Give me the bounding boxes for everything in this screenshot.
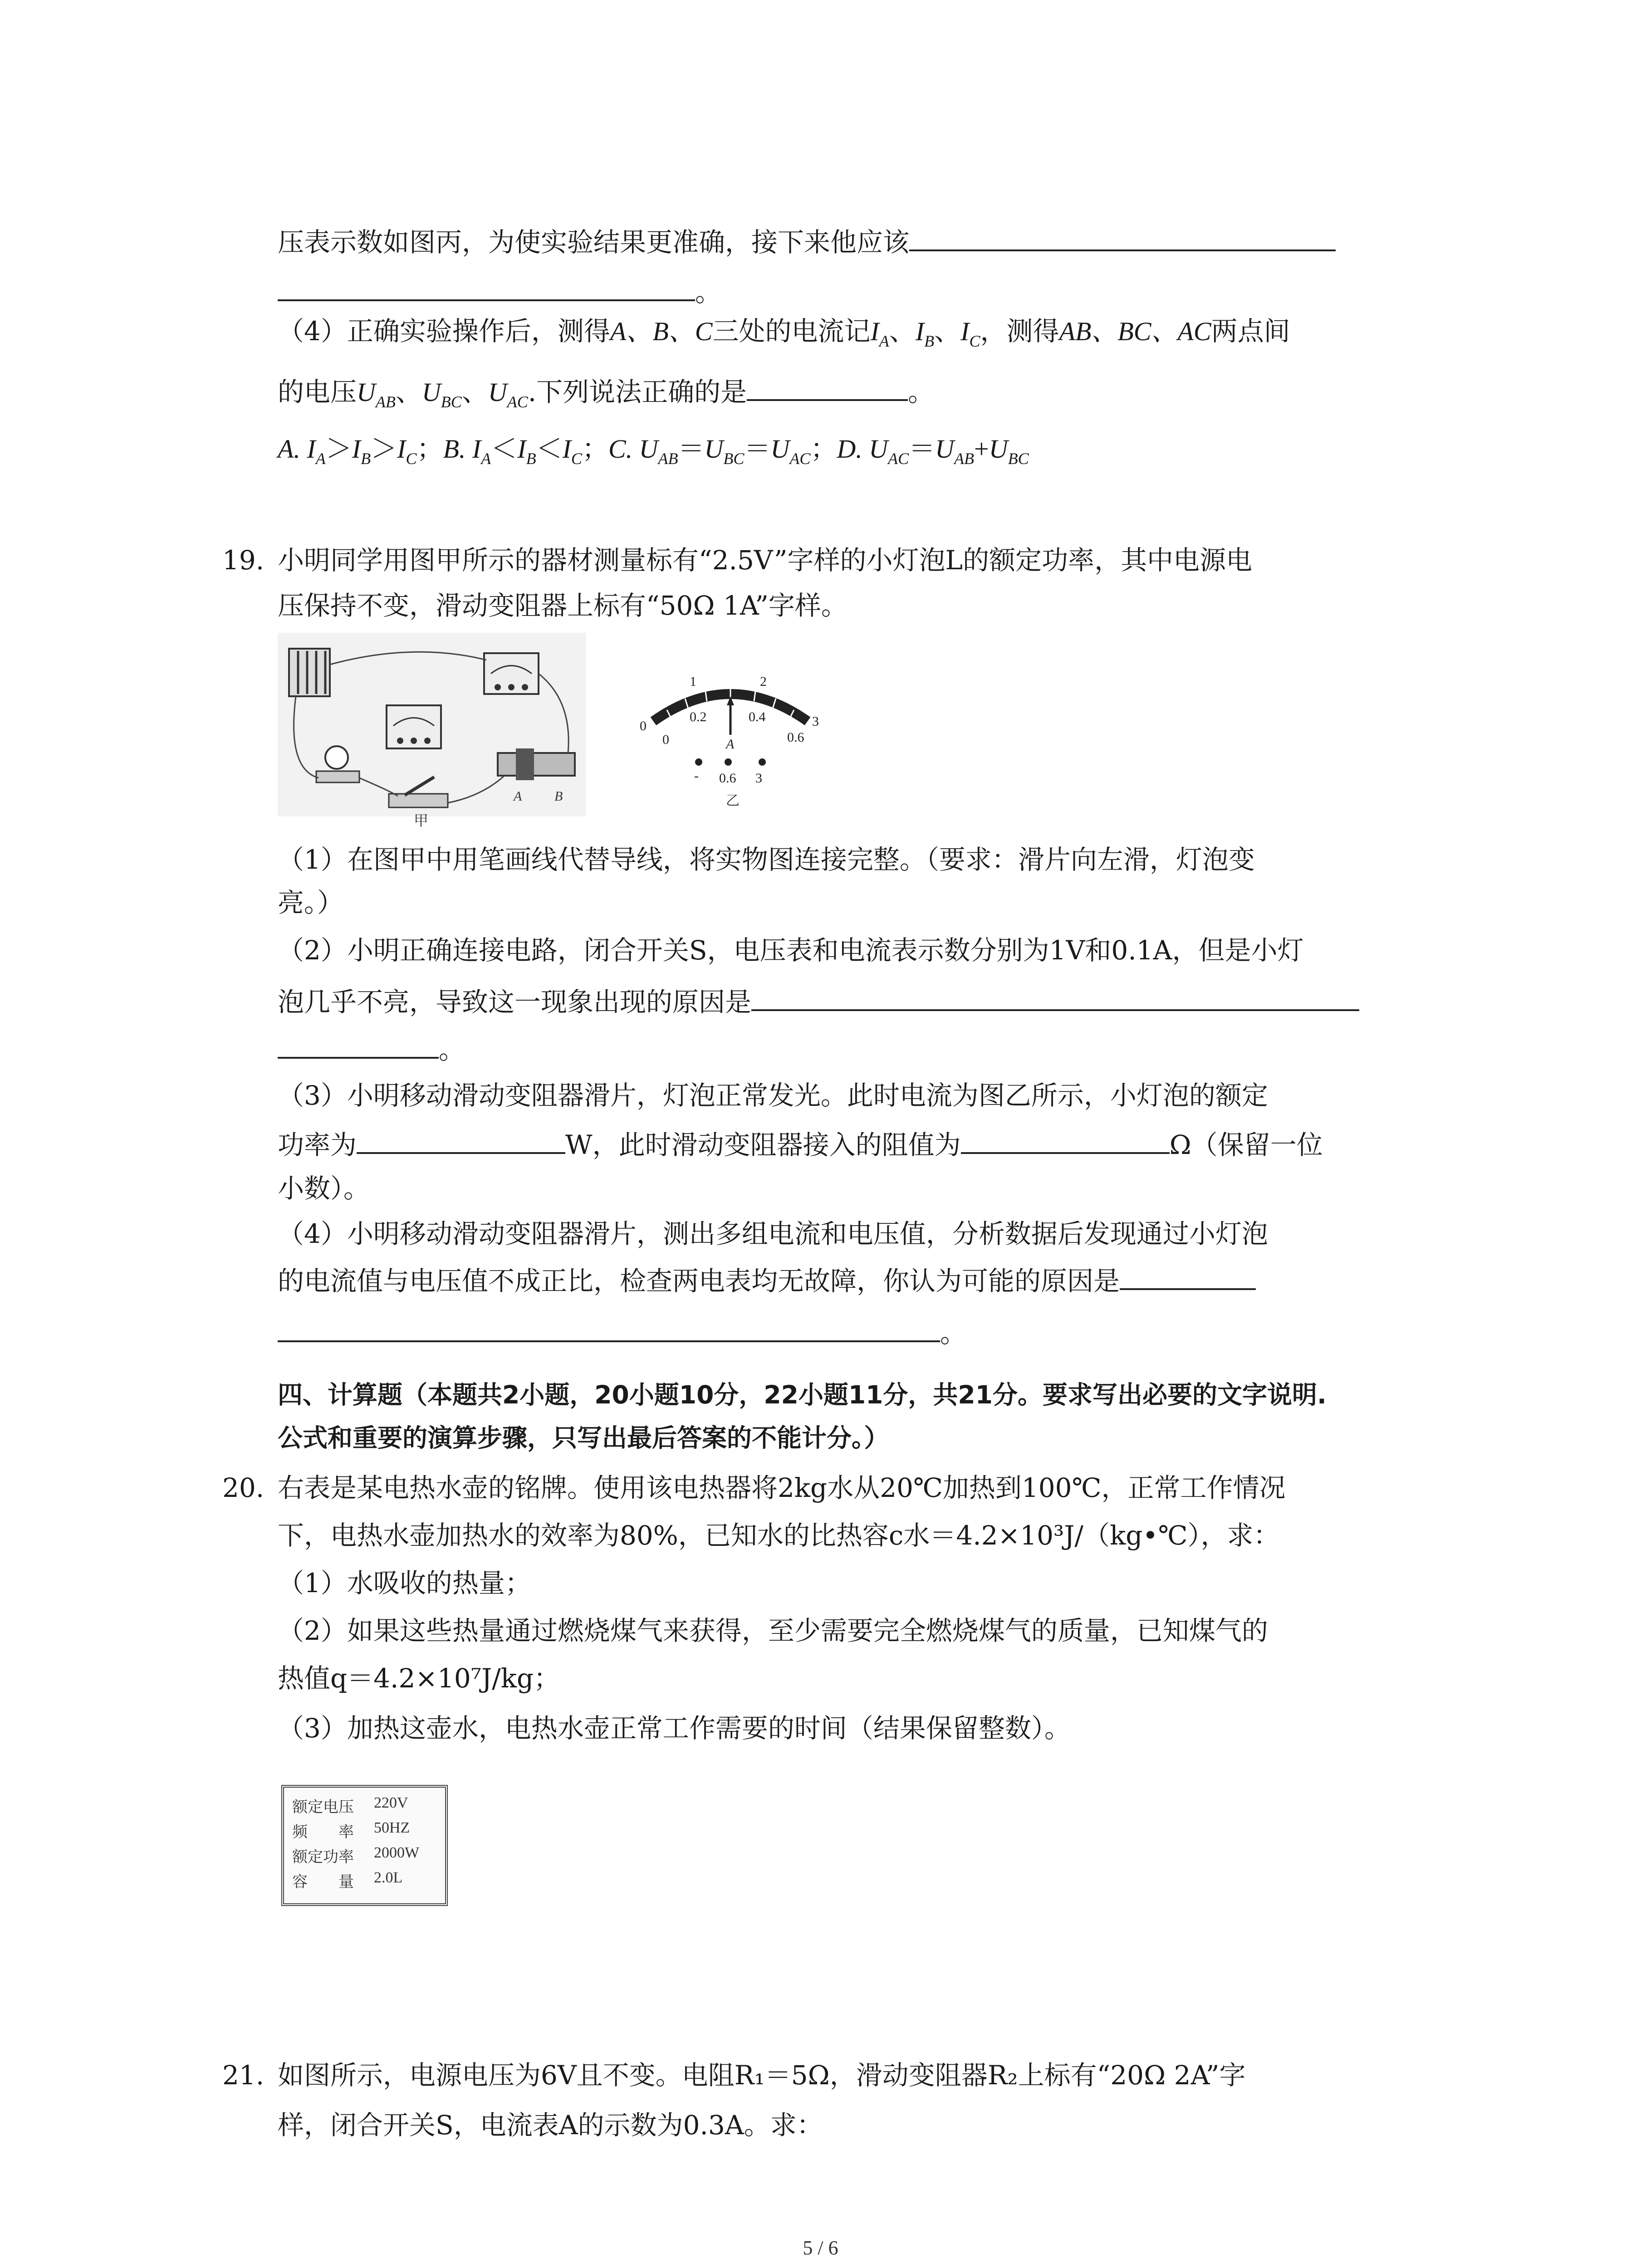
svg-text:乙: 乙 <box>726 793 740 809</box>
svg-text:-: - <box>694 768 699 783</box>
svg-text:甲: 甲 <box>414 812 429 828</box>
svg-text:B: B <box>554 789 563 804</box>
answer-blank[interactable] <box>909 222 1336 251</box>
svg-text:0.6: 0.6 <box>719 771 736 786</box>
answer-blank[interactable] <box>278 272 695 301</box>
question-number: 19. <box>222 545 265 576</box>
svg-text:0.4: 0.4 <box>749 709 766 724</box>
q18-line: 压表示数如图丙，为使实验结果更准确，接下来他应该 <box>278 222 1336 260</box>
nameplate-row: 额定功率 2000W <box>292 1844 420 1866</box>
question-number: 21. <box>222 2060 265 2091</box>
q18-part4-line1: （4）正确实验操作后，测得A、B、C三处的电流记$I_A$、$I_B$、$I_C$，测得AB、BC、AC两点间 <box>278 316 1290 350</box>
q19-part4-line2: 的电流值与电压值不成正比，检查两电表均无故障，你认为可能的原因是 <box>278 1261 1256 1299</box>
svg-text:1: 1 <box>690 674 696 689</box>
q20-part1: （1）水吸收的热量； <box>278 1568 531 1598</box>
nameplate-table <box>281 1785 448 1906</box>
q19-part2-line3: 。 <box>278 1030 465 1068</box>
q21-line1: 如图所示，电源电压为6V且不变。电阻R₁＝5Ω，滑动变阻器R₂上标有“20Ω 2A”字 <box>278 2060 1246 2091</box>
q18-options: A. $I_A>I_B>I_C$；B. $I_A<I_B<I_C$；C. $U_{AB}=U_{BC}=U_{AC}$；D. $U_{AC}=U_{AB}+U_{BC}$ <box>278 434 1029 468</box>
nameplate-row: 频 率 50HZ <box>292 1819 410 1841</box>
q20-part3: （3）加热这壶水，电热水壶正常工作需要的时间（结果保留整数）。 <box>278 1713 1071 1744</box>
svg-text:A: A <box>514 789 522 804</box>
q19-part1-line2: 亮。） <box>278 887 344 918</box>
q20-line2: 下，电热水壶加热水的效率为80%，已知水的比热容c水＝4.2×10³J/（kg•℃），求： <box>278 1520 1280 1551</box>
answer-blank[interactable] <box>961 1125 1170 1154</box>
ammeter-dial-figure-yi <box>626 658 835 812</box>
question-number: 20. <box>222 1472 265 1503</box>
circuit-figure-jia <box>278 633 586 828</box>
svg-text:2: 2 <box>760 674 767 689</box>
answer-blank[interactable] <box>278 1313 940 1342</box>
q19-part1-line1: （1）在图甲中用笔画线代替导线，将实物图连接完整。（要求：滑片向左滑，灯泡变 <box>278 844 1255 875</box>
q20-part2-line1: （2）如果这些热量通过燃烧煤气来获得，至少需要完全燃烧煤气的质量，已知煤气的 <box>278 1615 1268 1646</box>
q19-part4-line3: 。 <box>278 1313 966 1351</box>
q20-part2-line2: 热值q＝4.2×10⁷J/kg； <box>278 1663 560 1694</box>
voltmeter-icon <box>484 653 539 694</box>
q19-part3-line2: 功率为 W，此时滑动变阻器接入的阻值为 Ω（保留一位 <box>278 1125 1323 1163</box>
q19-part2-line2: 泡几乎不亮，导致这一现象出现的原因是 <box>278 982 1359 1020</box>
svg-text:3: 3 <box>812 714 819 729</box>
nameplate-row: 额定电压 220V <box>292 1794 408 1816</box>
svg-text:A: A <box>726 737 735 752</box>
battery-icon <box>289 649 330 696</box>
answer-blank[interactable] <box>278 1030 439 1059</box>
answer-blank[interactable] <box>747 372 908 401</box>
answer-blank[interactable] <box>751 982 1359 1011</box>
q18-part4-line2: 的电压$U_{AB}$、$U_{BC}$、$U_{AC}$.下列说法正确的是 。 <box>278 372 934 420</box>
section-heading: 四、计算题（本题共2小题，20小题10分，22小题11分，共21分。要求写出必要的文字说明. <box>278 1380 1327 1409</box>
q19-part2-line1: （2）小明正确连接电路，闭合开关S，电压表和电流表示数分别为1V和0.1A，但是小灯 <box>278 935 1304 966</box>
svg-text:0.2: 0.2 <box>690 709 707 724</box>
q20-line1: 右表是某电热水壶的铭牌。使用该电热器将2kg水从20℃加热到100℃，正常工作情况 <box>278 1472 1286 1503</box>
answer-blank[interactable] <box>357 1125 565 1154</box>
page-number: 5 / 6 <box>803 2237 838 2259</box>
svg-text:0: 0 <box>640 719 647 733</box>
svg-text:0.6: 0.6 <box>787 730 804 745</box>
q21-line2: 样，闭合开关S，电流表A的示数为0.3A。求： <box>278 2110 823 2141</box>
q19-line1: 小明同学用图甲所示的器材测量标有“2.5V”字样的小灯泡L的额定功率，其中电源电 <box>278 545 1253 576</box>
ammeter-icon <box>387 705 441 748</box>
svg-text:3: 3 <box>755 771 762 786</box>
section-heading: 公式和重要的演算步骤，只写出最后答案的不能计分。） <box>278 1423 889 1452</box>
q19-part4-line1: （4）小明移动滑动变阻器滑片，测出多组电流和电压值，分析数据后发现通过小灯泡 <box>278 1218 1268 1249</box>
q18-line: 。 <box>278 272 721 310</box>
nameplate-row: 容 量 2.0L <box>292 1869 403 1891</box>
svg-text:0: 0 <box>662 732 669 747</box>
q19-part3-line3: 小数）。 <box>278 1173 370 1204</box>
answer-blank[interactable] <box>1120 1261 1256 1290</box>
q19-line2: 压保持不变，滑动变阻器上标有“50Ω 1A”字样。 <box>278 590 847 621</box>
q19-part3-line1: （3）小明移动滑动变阻器滑片，灯泡正常发光。此时电流为图乙所示，小灯泡的额定 <box>278 1080 1268 1111</box>
